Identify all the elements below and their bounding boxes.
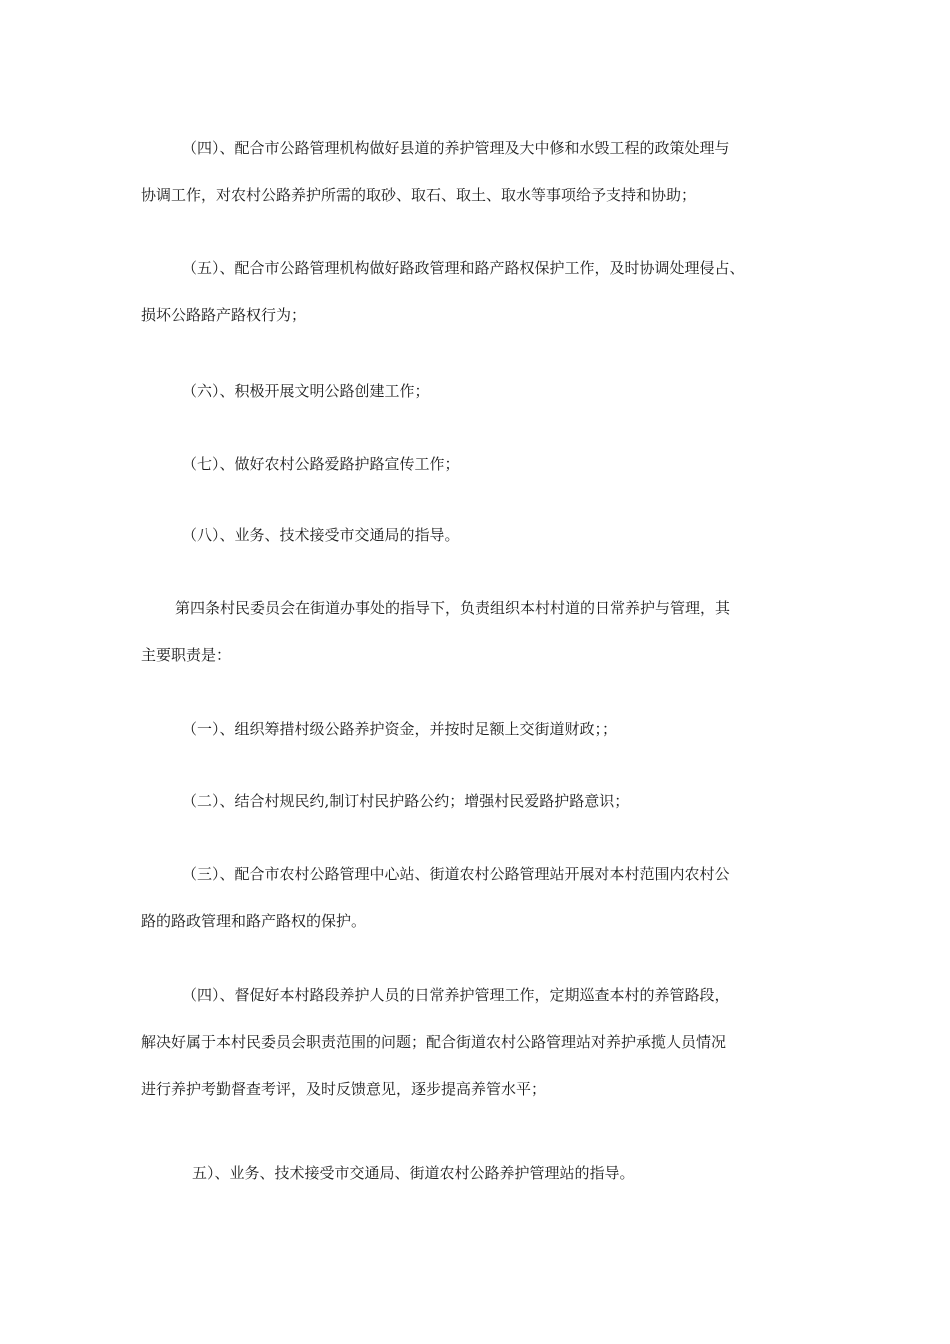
paragraph-civilized-road xyxy=(141,368,821,415)
paragraph-line: （三）、配合市农村公路管理中心站、街道农村公路管理站开展对本村范围内农村公 xyxy=(182,865,730,883)
paragraph-line: 五）、业务、技术接受市交通局、街道农村公路养护管理站的指导。 xyxy=(192,1164,635,1182)
paragraph-transport-guidance xyxy=(141,512,821,559)
paragraph-line: （四）、督促好本村路段养护人员的日常养护管理工作，定期巡查本村的养管路段， xyxy=(182,986,730,1004)
paragraph-line: 解决好属于本村民委员会职责范围的问题；配合街道农村公路管理站对养护承揽人员情况 xyxy=(141,1033,727,1051)
paragraph-road-publicity xyxy=(141,441,821,488)
paragraph-line: 损坏公路路产路权行为； xyxy=(141,306,307,324)
paragraph-village-convention xyxy=(141,778,821,825)
paragraph-line: （七）、做好农村公路爱路护路宣传工作； xyxy=(182,455,460,473)
paragraph-line: 路的路政管理和路产路权的保护。 xyxy=(141,912,367,930)
paragraph-line: 第四条村民委员会在街道办事处的指导下，负责组织本村村道的日常养护与管理，其 xyxy=(175,599,731,617)
paragraph-line: 协调工作，对农村公路养护所需的取砂、取石、取土、取水等事项给予支持和协助； xyxy=(141,186,697,204)
paragraph-road-administration xyxy=(141,245,821,339)
paragraph-road-protection xyxy=(141,851,821,945)
paragraph-line: （六）、积极开展文明公路创建工作； xyxy=(182,382,430,400)
paragraph-line: 进行养护考勤督查考评，及时反馈意见，逐步提高养管水平； xyxy=(141,1080,547,1098)
paragraph-line: （八）、业务、技术接受市交通局的指导。 xyxy=(182,526,460,544)
paragraph-business-guidance xyxy=(141,1150,821,1197)
paragraph-line: （二）、结合村规民约,制订村民护路公约；增强村民爱路护路意识； xyxy=(182,792,630,810)
paragraph-line: 主要职责是： xyxy=(141,646,232,664)
paragraph-fund-raising xyxy=(141,706,821,753)
paragraph-article-four xyxy=(141,585,821,679)
paragraph-line: （四）、配合市公路管理机构做好县道的养护管理及大中修和水毁工程的政策处理与 xyxy=(182,139,730,157)
paragraph-line: （五）、配合市公路管理机构做好路政管理和路产路权保护工作，及时协调处理侵占、 xyxy=(182,259,745,277)
paragraph-supervise-maintenance xyxy=(141,972,821,1113)
paragraph-county-road-maintenance xyxy=(141,125,821,219)
paragraph-line: （一）、组织筹措村级公路养护资金，并按时足额上交街道财政；； xyxy=(182,720,618,738)
